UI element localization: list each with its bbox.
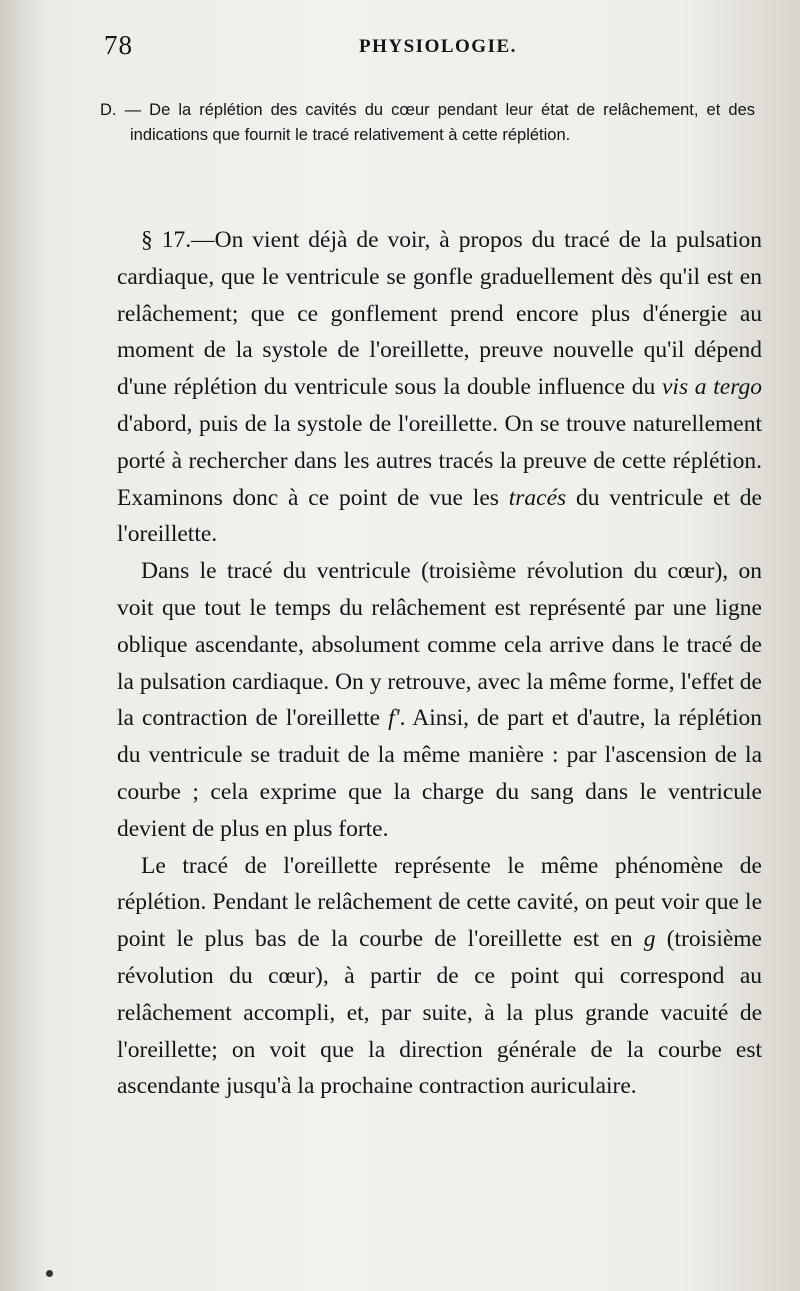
paragraph-3-text-b: (troisième révolution du cœur), à partir de ce point qui correspond au relâchement accompli, et, par suite, à la plus grande vacuité de l'oreillette; on voit que la direction générale de la courbe est ascendante jusqu'à la prochaine contraction auriculaire. xyxy=(117,926,762,1100)
paragraph-1-italic-b: tracés xyxy=(508,484,567,511)
paragraph-2-italic-a: f' xyxy=(388,705,400,732)
body-text xyxy=(117,222,762,1105)
page-number: 78 xyxy=(104,30,133,60)
paragraph-1-text-a: § 17.—On vient déjà de voir, à propos du tracé de la pulsation cardiaque, que le ventricule se gonfle graduellement dès qu'il est en relâchement; que ce gonflement prend encore plus d'énergie au moment de la systole de l'oreillette, preuve nouvelle qu'il dépend d'une réplétion du ventricule sous la double influence du xyxy=(117,227,762,401)
paragraph-1 xyxy=(117,222,762,553)
paragraph-2-text-a: Dans le tracé du ventricule (troisième révolution du cœur), on voit que tout le temps du relâchement est représenté par une ligne oblique ascendante, absolument comme cela arrive dans le tracé de la pulsation cardiaque. On y retrouve, avec la même forme, l'effet de la contraction de l'oreillette xyxy=(117,558,762,732)
printer-dot-mark xyxy=(46,1270,53,1277)
paragraph-3 xyxy=(117,848,762,1106)
paragraph-2 xyxy=(117,553,762,847)
running-head: PHYSIOLOGIE. xyxy=(359,36,517,57)
paragraph-1-text-c: du ventricule et de l'oreillette. xyxy=(117,484,762,548)
paragraph-1-italic-a: vis a tergo xyxy=(661,374,763,401)
paragraph-3-text-a: Le tracé de l'oreillette représente le même phénomène de réplétion. Pendant le relâchement de cette cavité, on peut voir que le point le plus bas de la courbe de l'oreillette est en xyxy=(117,852,762,953)
page-header xyxy=(104,30,740,70)
section-heading: D. — De la réplétion des cavités du cœur pendant leur état de relâchement, et des indications que fournit le tracé relativement à cette réplétion. xyxy=(100,101,755,144)
paragraph-3-italic-a: g xyxy=(643,926,656,953)
paragraph-2-text-b: . Ainsi, de part et d'autre, la réplétion du ventricule se traduit de la même manière : par l'ascension de la courbe ; cela exprime que la charge du sang dans le ventricule devient de plus en plus forte. xyxy=(117,705,762,842)
paragraph-1-text-b: d'abord, puis de la systole de l'oreillette. On se trouve naturellement porté à rechercher dans les autres tracés la preuve de cette réplétion. Examinons donc à ce point de vue les xyxy=(117,410,762,511)
